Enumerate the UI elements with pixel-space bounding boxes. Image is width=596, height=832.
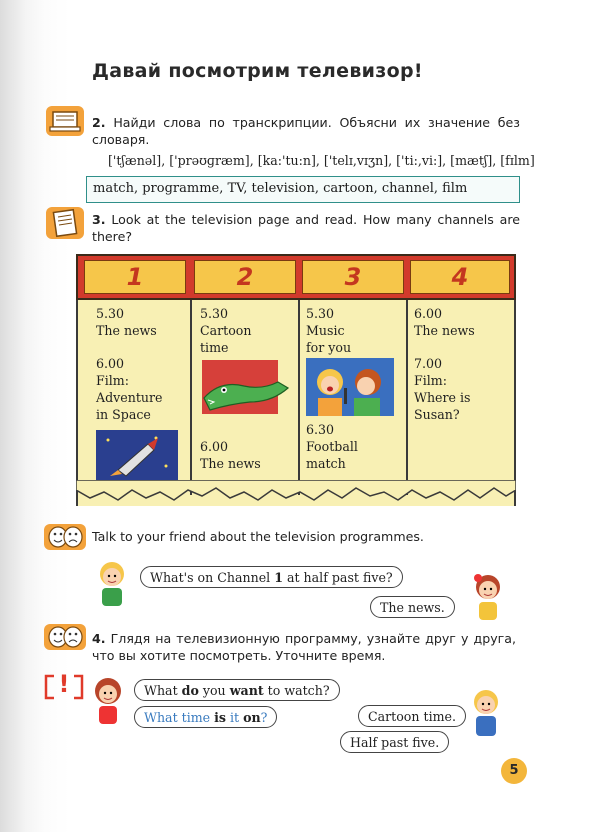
notebook-icon xyxy=(46,207,84,239)
talk-instruction: Talk to your friend about the television programmes. xyxy=(92,529,424,544)
exclamation-icon xyxy=(44,670,84,700)
q1-bold: want xyxy=(229,683,264,698)
what-time-bubble xyxy=(134,706,277,728)
ch2-time-1: 5.30 xyxy=(200,306,229,321)
ch3-prog-2b: match xyxy=(306,456,346,471)
ch4-time-1: 6.00 xyxy=(414,306,443,321)
task-3-instruction: Look at the television page and read. How many channels are there? xyxy=(92,212,520,244)
ch1-prog-2c: in Space xyxy=(96,407,151,422)
crocodile-picture xyxy=(200,360,290,416)
page-title: Давай посмотрим телевизор! xyxy=(92,60,423,82)
ch4-prog-1: The news xyxy=(414,323,475,338)
ch1-time-2: 6.00 xyxy=(96,356,125,371)
ch4-prog-2c: Susan? xyxy=(414,407,460,422)
ch2-time-2: 6.00 xyxy=(200,439,229,454)
ch3-prog-2a: Football xyxy=(306,439,358,454)
channel-1-header: 1 xyxy=(84,260,186,294)
space-rocket-picture xyxy=(96,430,178,484)
transcriptions: ['tʃænəl], ['prəʊɡræm], [ka:'tu:n], ['telɪ,vɪʒn], ['ti:,vi:], [mætʃ], [fɪlm] xyxy=(108,153,535,168)
boy-avatar xyxy=(468,686,504,736)
masks-icon xyxy=(44,524,86,550)
ch3-time-1: 5.30 xyxy=(306,306,335,321)
q1-part: What xyxy=(144,683,182,698)
task-2-text xyxy=(92,114,520,148)
ch2-prog-1b: time xyxy=(200,340,229,355)
channel-4-header: 4 xyxy=(410,260,510,294)
q2-bold: on xyxy=(243,710,261,725)
girl-avatar xyxy=(470,570,506,620)
book-icon xyxy=(46,106,84,136)
ch2-prog-1a: Cartoon xyxy=(200,323,252,338)
channel-2-header: 2 xyxy=(194,260,296,294)
tv-schedule xyxy=(76,254,516,506)
torn-edge xyxy=(76,480,516,506)
q2-part: it xyxy=(226,710,244,725)
masks-icon xyxy=(44,624,86,650)
ch3-prog-1a: Music xyxy=(306,323,345,338)
question-text-pre: What's on Channel xyxy=(150,570,275,585)
answer-bubble: The news. xyxy=(370,596,455,618)
ch4-prog-2b: Where is xyxy=(414,390,471,405)
half-past-five-bubble: Half past five. xyxy=(340,731,449,753)
task-3-number: 3. xyxy=(92,212,106,227)
ch3-prog-1b: for you xyxy=(306,340,352,355)
page-number: 5 xyxy=(501,758,527,784)
question-channel: 1 xyxy=(274,570,283,585)
ch2-prog-2: The news xyxy=(200,456,261,471)
task-3-text xyxy=(92,211,520,245)
ch1-prog-2b: Adventure xyxy=(96,390,163,405)
q2-part: ? xyxy=(260,710,268,725)
q2-part: What time xyxy=(144,710,215,725)
question-bubble xyxy=(140,566,403,588)
boy-avatar xyxy=(94,558,130,606)
ch3-time-2: 6.30 xyxy=(306,422,335,437)
column-divider xyxy=(406,300,408,495)
ch4-prog-2a: Film: xyxy=(414,373,447,388)
q1-part: to watch? xyxy=(263,683,330,698)
ch1-time-1: 5.30 xyxy=(96,306,125,321)
task-2-instruction: Найди слова по транскрипции. Объясни их значение без словаря. xyxy=(92,115,521,147)
ch4-time-2: 7.00 xyxy=(414,356,443,371)
column-divider xyxy=(190,300,192,495)
channel-3-header: 3 xyxy=(302,260,404,294)
task-4-text xyxy=(92,630,516,664)
column-divider xyxy=(298,300,300,495)
ch1-prog-1: The news xyxy=(96,323,157,338)
task-4-instruction: Глядя на телевизионную программу, узнайте друг у друга, что вы хотите посмотреть. Уточните время. xyxy=(92,631,516,663)
task-4-number: 4. xyxy=(92,631,106,646)
cartoon-time-bubble: Cartoon time. xyxy=(358,705,466,727)
q1-bold: do xyxy=(181,683,199,698)
want-to-watch-bubble xyxy=(134,679,340,701)
task-2-number: 2. xyxy=(92,115,106,130)
exclamation-mark: ! xyxy=(58,670,70,698)
q2-bold: is xyxy=(214,710,226,725)
q1-part: you xyxy=(198,683,230,698)
ch1-prog-2a: Film: xyxy=(96,373,129,388)
word-list-box: match, programme, TV, television, cartoon, channel, film xyxy=(86,176,520,203)
girl-avatar xyxy=(90,674,126,724)
question-text-post: at half past five? xyxy=(282,570,393,585)
singers-picture xyxy=(306,358,394,416)
